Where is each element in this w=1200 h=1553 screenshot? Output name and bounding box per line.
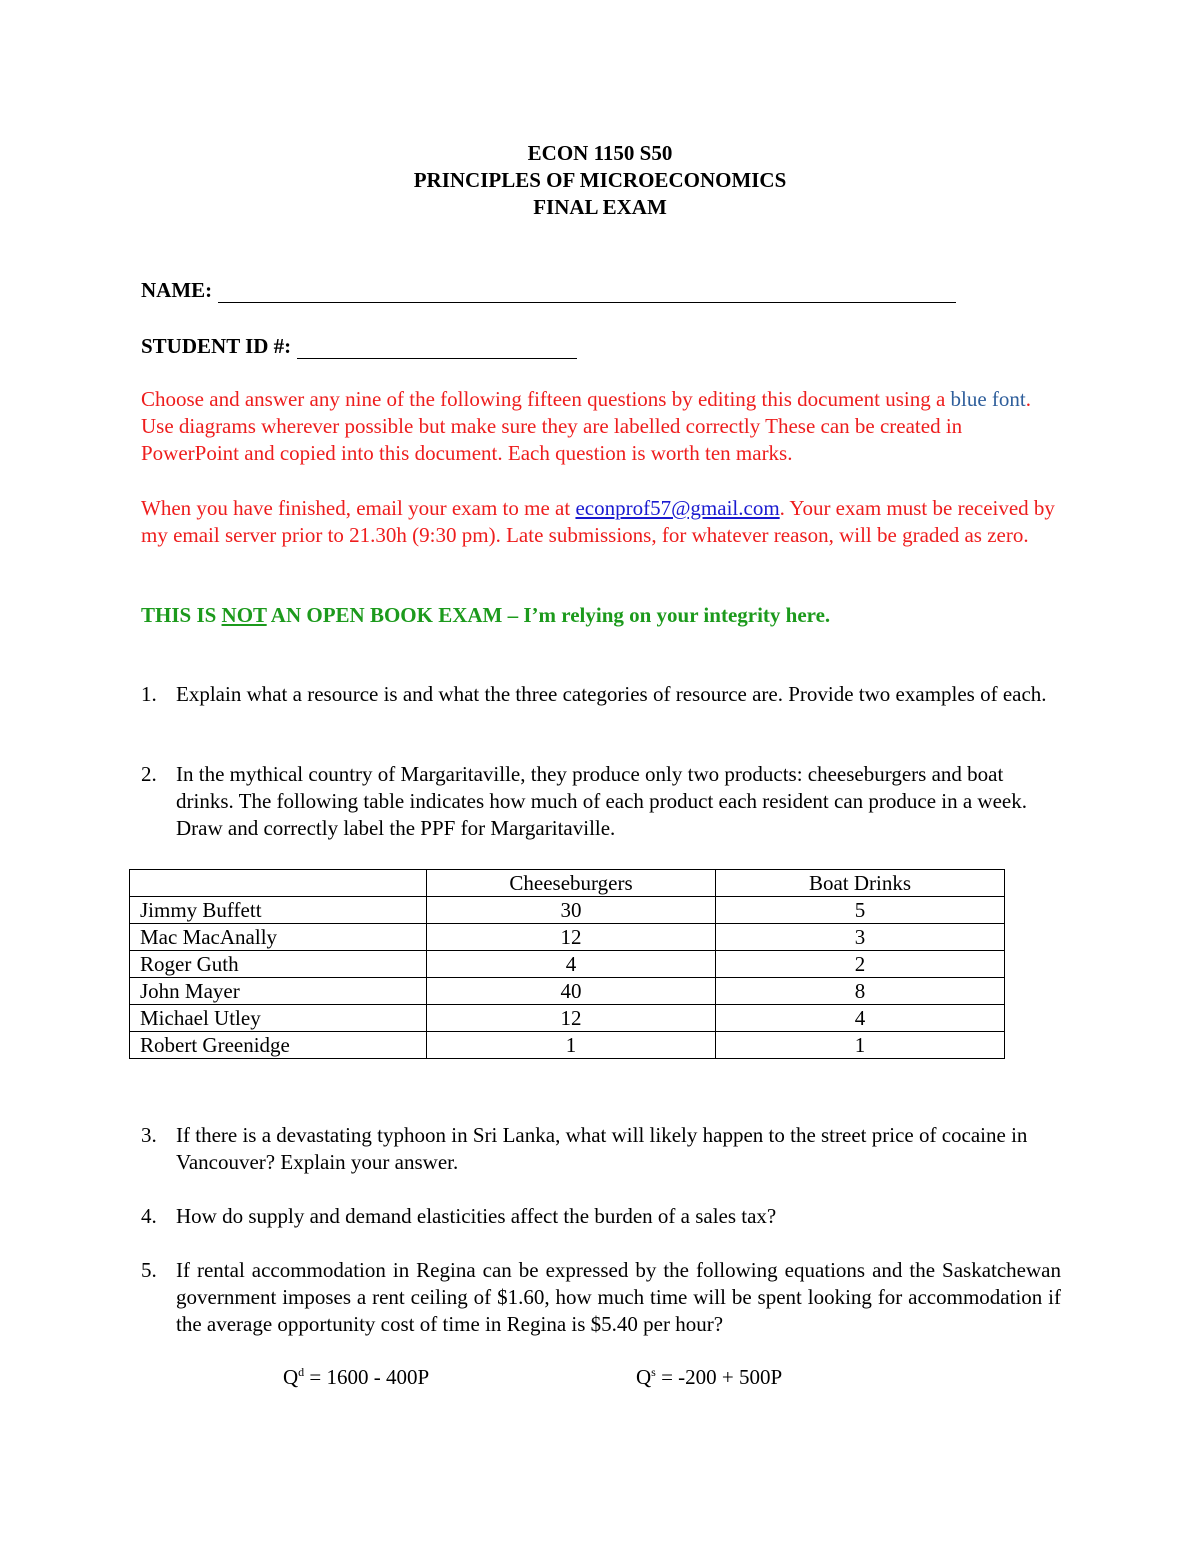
equation-superscript: d — [298, 1365, 305, 1379]
question-text: In the mythical country of Margaritaville, they produce only two products: cheeseburgers and boat drinks. The following table indicates how much of each product each resident can produce in a week. Draw and correctly label the PPF for Margaritaville. — [176, 762, 1027, 840]
table-cell: John Mayer — [130, 978, 427, 1005]
table-cell: 40 — [427, 978, 716, 1005]
production-table — [129, 869, 1005, 1059]
open-book-warning — [141, 603, 830, 628]
question-5 — [141, 1257, 1061, 1338]
table-row — [130, 1005, 1005, 1032]
exam-header — [0, 140, 1200, 221]
table-cell: 1 — [716, 1032, 1005, 1059]
question-3 — [141, 1122, 1061, 1176]
question-text: How do supply and demand elasticities affect the burden of a sales tax? — [176, 1204, 777, 1228]
instructions-text: Choose and answer any nine of the following fifteen questions by editing this document using a — [141, 387, 951, 411]
question-text: If there is a devastating typhoon in Sri Lanka, what will likely happen to the street price of cocaine in Vancouver? Explain your answer. — [176, 1123, 1028, 1174]
question-4 — [141, 1203, 1061, 1230]
equation-symbol: Q — [283, 1365, 299, 1389]
table-header-cell: Cheeseburgers — [427, 870, 716, 897]
table-header-row — [130, 870, 1005, 897]
question-number: 3. — [141, 1123, 157, 1147]
blue-font-text: blue font — [950, 387, 1026, 411]
submission-text: When you have finished, email your exam to me at — [141, 496, 576, 520]
student-id-field — [141, 334, 577, 359]
warning-text-cont: AN OPEN BOOK EXAM – I’m relying on your integrity here. — [266, 603, 831, 627]
equation-symbol: Q — [636, 1365, 652, 1389]
table-row — [130, 924, 1005, 951]
table-cell: 8 — [716, 978, 1005, 1005]
name-field — [141, 278, 956, 303]
warning-not-text: NOT — [221, 603, 267, 627]
table-row — [130, 951, 1005, 978]
name-blank-line[interactable] — [218, 282, 956, 303]
student-id-label: STUDENT ID #: — [141, 334, 292, 358]
equation-superscript: s — [651, 1365, 656, 1379]
table-cell: Mac MacAnally — [130, 924, 427, 951]
equation-expression: = 1600 - 400P — [304, 1365, 430, 1389]
question-number: 1. — [141, 682, 157, 706]
question-text: Explain what a resource is and what the three categories of resource are. Provide two examples of each. — [176, 682, 1047, 706]
submission-text-cont: . Your exam must be received by my email server prior to 21.30h (9:30 pm). Late submissions, for whatever reason, will be graded as zero. — [141, 496, 1055, 547]
question-number: 4. — [141, 1204, 157, 1228]
table-header-cell — [130, 870, 427, 897]
email-link[interactable]: econprof57@gmail.com — [575, 496, 780, 520]
supply-equation — [636, 1365, 782, 1390]
table-cell: 5 — [716, 897, 1005, 924]
submission-paragraph — [141, 495, 1061, 549]
table-cell: 4 — [716, 1005, 1005, 1032]
demand-equation — [283, 1365, 429, 1390]
table-cell: Robert Greenidge — [130, 1032, 427, 1059]
instructions-text-cont: . Use diagrams wherever possible but make sure they are labelled correctly These can be created in PowerPoint and copied into this document. Each question is worth ten marks. — [141, 387, 1031, 465]
question-2 — [141, 761, 1061, 842]
table-cell: 12 — [427, 1005, 716, 1032]
table-cell: 3 — [716, 924, 1005, 951]
student-id-blank-line[interactable] — [297, 338, 577, 359]
table-row — [130, 978, 1005, 1005]
warning-text: THIS IS — [141, 603, 222, 627]
table-row — [130, 897, 1005, 924]
name-label: NAME: — [141, 278, 213, 302]
table-cell: Michael Utley — [130, 1005, 427, 1032]
question-number: 5. — [141, 1258, 157, 1282]
course-code: ECON 1150 S50 — [527, 141, 673, 165]
question-number: 2. — [141, 762, 157, 786]
table-cell: 1 — [427, 1032, 716, 1059]
table-cell: Roger Guth — [130, 951, 427, 978]
table-cell: 30 — [427, 897, 716, 924]
question-text: If rental accommodation in Regina can be expressed by the following equations and the Saskatchewan government imposes a rent ceiling of $1.60, how much time will be spent looking for accommodation if the average opportunity cost of time in Regina is $5.40 per hour? — [176, 1258, 1061, 1336]
table-cell: Jimmy Buffett — [130, 897, 427, 924]
instructions-paragraph — [141, 386, 1061, 467]
table-cell: 12 — [427, 924, 716, 951]
table-row — [130, 1032, 1005, 1059]
table-cell: 2 — [716, 951, 1005, 978]
exam-title: FINAL EXAM — [533, 195, 667, 219]
course-title: PRINCIPLES OF MICROECONOMICS — [413, 168, 787, 192]
equation-expression: = -200 + 500P — [655, 1365, 783, 1389]
table-header-cell: Boat Drinks — [716, 870, 1005, 897]
table-cell: 4 — [427, 951, 716, 978]
question-1 — [141, 681, 1061, 708]
